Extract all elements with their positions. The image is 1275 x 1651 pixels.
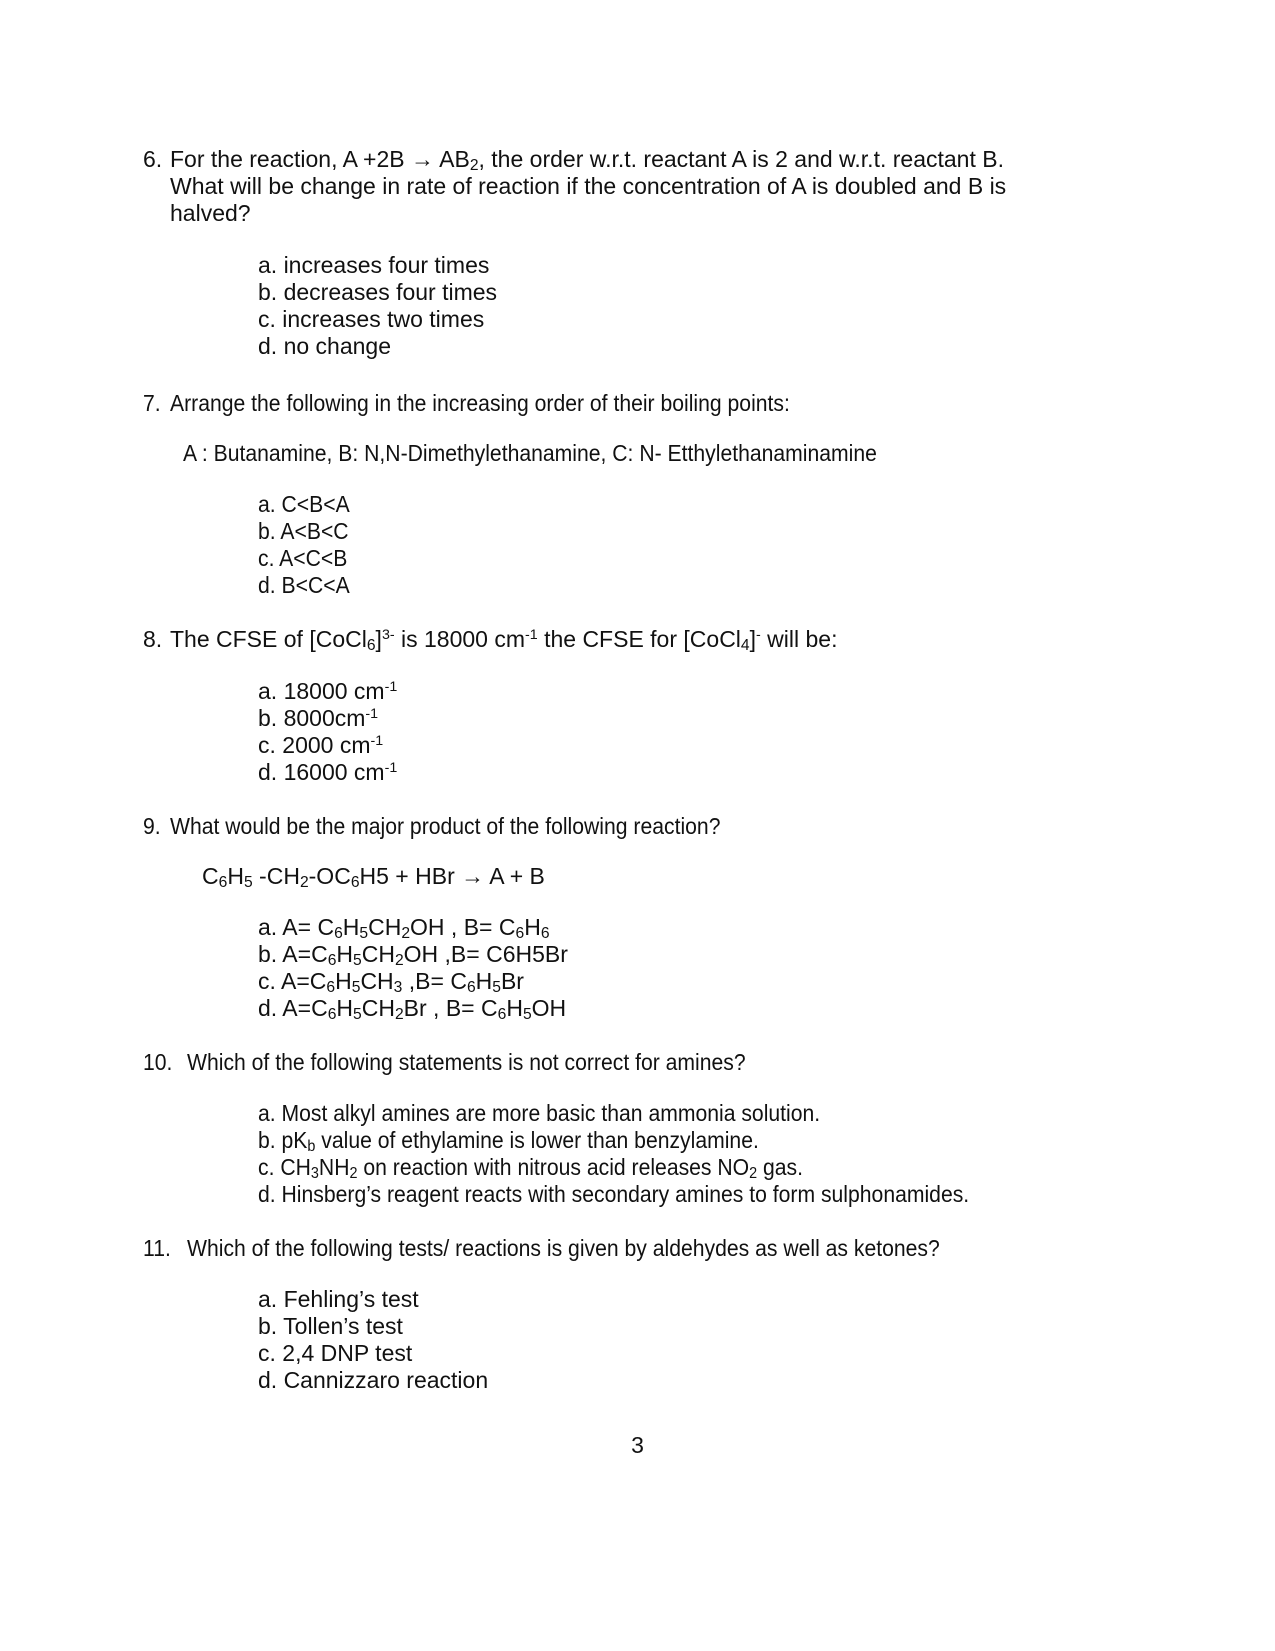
question-8-text: The CFSE of [CoCl$_6$]$^{3-}$ is 18000 $cm^{-1}$ the CFSE for [CoCl$_4$]- will be: — [170, 626, 838, 654]
question-6-option-d: d. no change — [258, 333, 392, 359]
question-9-reaction: $C_6H_5$ $-CH_2-OC_6H5$ + HBr → A + B — [202, 863, 545, 891]
question-11-text: Which of the following tests/ reactions is given by aldehydes as well as ketones? — [187, 1235, 940, 1261]
question-9-option-d: d. $A=C_6H_5CH_2Br$ , $B= C_6H_5OH$ — [258, 995, 567, 1023]
question-8-option-b: b. $8000cm^{-1}$ — [258, 705, 379, 731]
question-6-option-b: b. decreases four times — [258, 279, 498, 305]
question-6-text-line-1: For the reaction, $A +2B \to AB_2$, the order w.r.t. reactant A is 2 and w.r.t. reactant B. — [170, 146, 1004, 174]
question-9-number: 9. — [143, 813, 161, 839]
question-10-option-c: c. $CH_3NH_2$ on reaction with nitrous acid releases $NO_2$ gas. — [258, 1154, 804, 1182]
question-10-text: Which of the following statements is not correct for amines? — [187, 1049, 746, 1075]
question-8-number: 8. — [143, 626, 163, 652]
question-7-text: Arrange the following in the increasing order of their boiling points: — [170, 390, 790, 416]
question-9-text: What would be the major product of the following reaction? — [170, 813, 721, 839]
question-7-compounds: A : Butanamine, B: N,N-Dimethylethanamine, C: N- Etthylethanaminamine — [183, 440, 877, 466]
question-6-option-c: c. increases two times — [258, 306, 485, 332]
question-9-option-c: c. $A=C_6H_5CH_3$ $,B= C_6H_5Br$ — [258, 968, 524, 996]
question-7-number: 7. — [143, 390, 161, 416]
question-6-number: 6. — [143, 146, 163, 172]
question-8-option-d: d. 16000 $cm^{-1}$ — [258, 759, 398, 785]
question-11-option-a: a. Fehling’s test — [258, 1286, 419, 1312]
question-7-option-d: d. B<C<A — [258, 572, 350, 598]
page-number: 3 — [631, 1432, 644, 1458]
question-11-number: 11. — [143, 1235, 171, 1261]
question-10-option-a: a. Most alkyl amines are more basic than ammonia solution. — [258, 1100, 821, 1126]
question-7-option-b: b. A<B<C — [258, 518, 349, 544]
question-9-option-b: b. $A=C_6H_5CH_2OH$ ,B= C6H5Br — [258, 941, 568, 969]
question-8-option-a: a. 18000 $cm^{-1}$ — [258, 678, 398, 704]
question-6-text-line-3: halved? — [170, 200, 251, 226]
question-10-number: 10. — [143, 1049, 173, 1075]
question-10-option-b: b. $pK_b$ value of ethylamine is lower than benzylamine. — [258, 1127, 759, 1155]
question-11-option-c: c. 2,4 DNP test — [258, 1340, 413, 1366]
question-10-option-d: d. Hinsberg’s reagent reacts with secondary amines to form sulphonamides. — [258, 1181, 970, 1207]
question-7-option-a: a. C<B<A — [258, 491, 350, 517]
question-11-option-d: d. Cannizzaro reaction — [258, 1367, 489, 1393]
question-6-text-line-2: What will be change in rate of reaction if the concentration of A is doubled and B is — [170, 173, 1007, 199]
question-9-option-a: a. $A= C_6H_5CH_2OH$ , $B= C_6H_6$ — [258, 914, 550, 942]
question-6-option-a: a. increases four times — [258, 252, 490, 278]
question-8-option-c: c. 2000 $cm^{-1}$ — [258, 732, 384, 758]
question-11-option-b: b. Tollen’s test — [258, 1313, 403, 1339]
question-7-option-c: c. A<C<B — [258, 545, 348, 571]
